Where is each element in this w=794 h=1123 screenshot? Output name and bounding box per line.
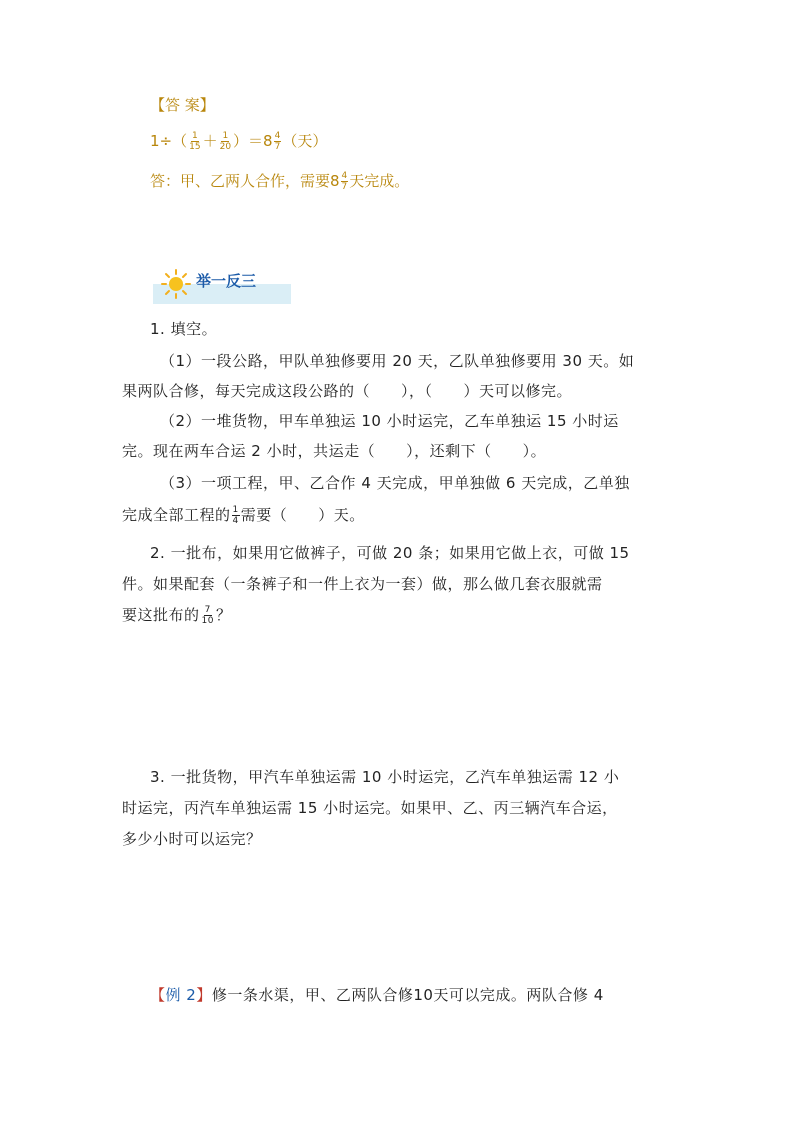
question-1-3-line-2: 完成全部工程的 $\frac{1}{4}$ 需要（ ）天。 bbox=[122, 505, 365, 526]
question-2-line-3: 要这批布的 $\frac{7}{10}$ ？ bbox=[122, 605, 232, 626]
question-1-1-line-1: （1）一段公路，甲队单独修要用 20 天，乙队单独修要用 30 天。如 bbox=[160, 352, 635, 370]
answer-sentence: 答：甲、乙两人合作，需要8 $\frac{4}{7}$ 天完成。 bbox=[150, 171, 410, 192]
question-1-2-line-1: （2）一堆货物，甲车单独运 10 小时运完，乙车单独运 15 小时运 bbox=[160, 412, 619, 430]
section-title: 举一反三 bbox=[196, 272, 257, 290]
answer-label: 【答 案】 bbox=[150, 96, 215, 114]
question-1-title: 1. 填空。 bbox=[150, 320, 218, 338]
question-1-1-line-2: 果两队合修，每天完成这段公路的（ ），（ ）天可以修完。 bbox=[122, 382, 573, 400]
fraction-4-7: $\frac{4}{7}$ bbox=[274, 131, 281, 152]
fraction-7-10: $\frac{7}{10}$ bbox=[201, 605, 214, 626]
example-tag: 例 2 bbox=[165, 986, 197, 1004]
question-3-line-1: 3. 一批货物，甲汽车单独运需 10 小时运完，乙汽车单独运需 12 小 bbox=[150, 768, 620, 786]
answer-equation bbox=[150, 130, 327, 152]
example-tag-open: 【 bbox=[150, 986, 166, 1004]
plus-sign: ＋ bbox=[202, 132, 218, 150]
fraction-1-15: $\frac{1}{15}$ bbox=[189, 131, 201, 152]
example-text: 修一条水渠，甲、乙两队合修10天可以完成。两队合修 4 bbox=[211, 986, 604, 1004]
fraction-1-4: $\frac{1}{4}$ bbox=[232, 505, 239, 526]
equation-prefix: 1÷（ bbox=[150, 132, 188, 150]
equation-unit: （天） bbox=[282, 132, 328, 150]
question-2-line-1: 2. 一批布，如果用它做裤子，可做 20 条；如果用它做上衣，可做 15 bbox=[150, 544, 630, 562]
fraction-4-7: $\frac{4}{7}$ bbox=[341, 171, 348, 192]
example-2 bbox=[150, 984, 604, 1005]
fraction-1-20: $\frac{1}{20}$ bbox=[219, 131, 232, 152]
sun-icon bbox=[160, 268, 192, 304]
question-3-line-3: 多少小时可以运完？ bbox=[122, 830, 262, 848]
question-1-2-line-2: 完。现在两车合运 2 小时，共运走（ ），还剩下（ ）。 bbox=[122, 442, 547, 460]
example-tag-close: 】 bbox=[196, 986, 212, 1004]
equation-middle: ）＝8 bbox=[233, 132, 273, 150]
question-3-line-2: 时运完，丙汽车单独运需 15 小时运完。如果甲、乙、丙三辆汽车合运， bbox=[122, 799, 618, 817]
question-1-3-line-1: （3）一项工程，甲、乙合作 4 天完成，甲单独做 6 天完成，乙单独 bbox=[160, 474, 630, 492]
question-2-line-2: 件。如果配套（一条裤子和一件上衣为一套）做，那么做几套衣服就需 bbox=[122, 575, 603, 593]
